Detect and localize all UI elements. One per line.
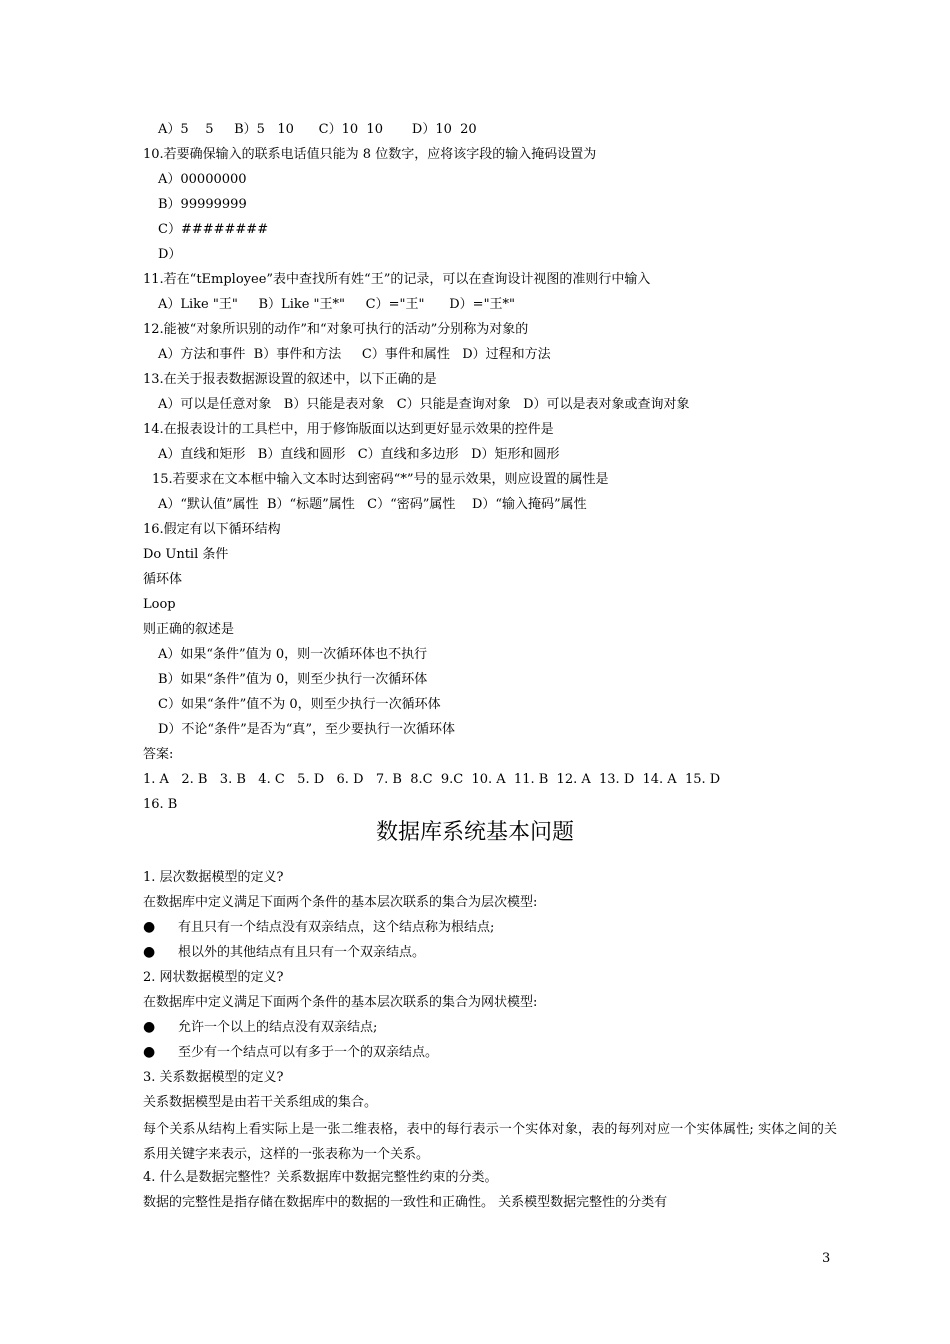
code-line: Do Until 条件: [143, 547, 229, 562]
question-12: 12.能被“对象所识别的动作”和“对象可执行的活动”分别称为对象的: [143, 322, 529, 337]
section-question-2: 2. 网状数据模型的定义?: [143, 970, 284, 985]
bullet-text: 允许一个以上的结点没有双亲结点;: [178, 1020, 378, 1035]
option-c: C）如果“条件”值不为 0，则至少执行一次循环体: [158, 697, 441, 712]
q14-options: A）直线和矩形 B）直线和圆形 C）直线和多边形 D）矩形和圆形: [158, 447, 560, 462]
option-d: D）: [158, 247, 182, 262]
page-number: 3: [822, 1251, 831, 1266]
code-line: Loop: [143, 597, 176, 612]
q15-options: A）“默认值”属性 B）“标题”属性 C）“密码”属性 D）“输入掩码”属性: [158, 497, 587, 512]
option-d: D）不论“条件”是否为“真”，至少要执行一次循环体: [158, 722, 456, 737]
option-a: A）00000000: [158, 172, 247, 187]
option-a: A）如果“条件”值为 0，则一次循环体也不执行: [158, 647, 428, 662]
bullet-text: 至少有一个结点可以有多于一个的双亲结点。: [178, 1045, 439, 1060]
bullet-text: 根以外的其他结点有且只有一个双亲结点。: [178, 945, 426, 960]
question-15: 15.若要求在文本框中输入文本时达到密码“*”号的显示效果，则应设置的属性是: [152, 472, 609, 487]
option-b: B）99999999: [158, 197, 247, 212]
section-paragraph: 每个关系从结构上看实际上是一张二维表格，表中的每行表示一个实体对象，表的每列对应一个实体属性; 实体之间的关系用关键字来表示，这样的一张表称为一个关系。: [143, 1122, 837, 1162]
q12-options: A）方法和事件 B）事件和方法 C）事件和属性 D）过程和方法: [158, 347, 551, 362]
option-c: C）########: [158, 222, 269, 237]
q13-options: A）可以是任意对象 B）只能是表对象 C）只能是查询对象 D）可以是表对象或查询对象: [158, 397, 690, 412]
section-question-1: 1. 层次数据模型的定义?: [143, 870, 284, 885]
section-question-4: 4. 什么是数据完整性？关系数据库中数据完整性约束的分类。: [143, 1170, 498, 1185]
question-11: 11.若在“tEmployee”表中查找所有姓“王”的记录，可以在查询设计视图的准则行中输入: [143, 272, 651, 287]
question-14: 14.在报表设计的工具栏中，用于修饰版面以达到更好显示效果的控件是: [143, 422, 554, 437]
answers-list: 16. B: [143, 797, 178, 812]
bullet-dot: ●: [143, 1019, 156, 1035]
bullet-text: 有且只有一个结点没有双亲结点，这个结点称为根结点;: [178, 920, 495, 935]
section-paragraph: 在数据库中定义满足下面两个条件的基本层次联系的集合为层次模型:: [143, 895, 538, 910]
section-paragraph: 关系数据模型是由若干关系组成的集合。: [143, 1095, 378, 1110]
bullet-dot: ●: [143, 944, 156, 960]
answers-label: 答案:: [143, 747, 174, 762]
section-paragraph: 在数据库中定义满足下面两个条件的基本层次联系的集合为网状模型:: [143, 995, 538, 1010]
code-line: 循环体: [143, 572, 183, 587]
bullet-dot: ●: [143, 919, 156, 935]
option-b: B）如果“条件”值为 0，则至少执行一次循环体: [158, 672, 428, 687]
question-10: 10.若要确保输入的联系电话值只能为 8 位数字，应将该字段的输入掩码设置为: [143, 147, 597, 162]
section-title: 数据库系统基本问题: [375, 820, 574, 845]
q11-options: A）Like "王" B）Like "王*" C）="王" D）="王*": [158, 297, 516, 312]
section-paragraph: 数据的完整性是指存储在数据库中的数据的一致性和正确性。 关系模型数据完整性的分类有: [143, 1195, 668, 1210]
section-question-3: 3. 关系数据模型的定义?: [143, 1070, 284, 1085]
answers-list: 1. A 2. B 3. B 4. C 5. D 6. D 7. B 8.C 9.C 10. A 11. B 12. A 13. D 14. A 15. D: [143, 772, 721, 787]
question-stem: 则正确的叙述是: [143, 622, 235, 637]
question-13: 13.在关于报表数据源设置的叙述中，以下正确的是: [143, 372, 437, 387]
q9-options: A）5 5 B）5 10 C）10 10 D）10 20: [158, 122, 477, 137]
question-16: 16.假定有以下循环结构: [143, 522, 281, 537]
bullet-dot: ●: [143, 1044, 156, 1060]
